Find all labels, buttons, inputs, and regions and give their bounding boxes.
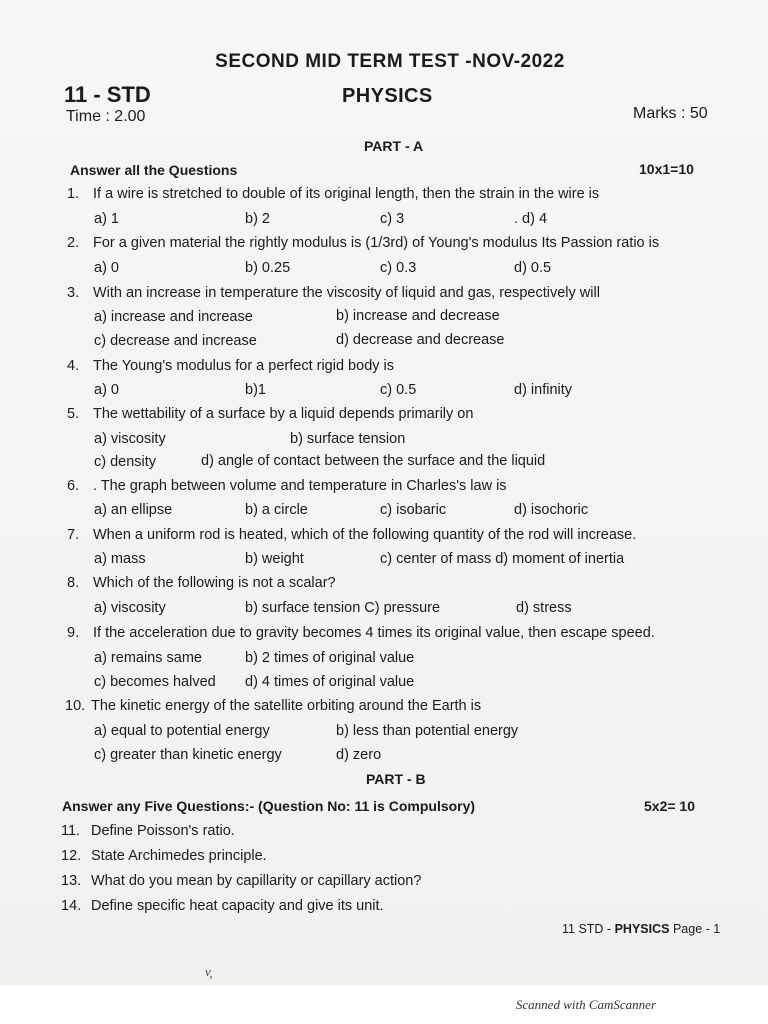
option: a) 0 bbox=[94, 260, 119, 276]
option: d) zero bbox=[336, 747, 382, 763]
option: d) infinity bbox=[514, 382, 573, 398]
exam-title: SECOND MID TERM TEST -NOV-2022 bbox=[215, 51, 565, 72]
option: b) surface tension C) pressure bbox=[245, 600, 441, 616]
footer-subject: PHYSICS bbox=[614, 922, 670, 936]
option: a) mass bbox=[94, 551, 146, 567]
option: a) increase and increase bbox=[94, 309, 253, 325]
question-8 bbox=[67, 575, 336, 591]
question-number: 12. bbox=[61, 848, 82, 864]
question-text: If the acceleration due to gravity becomes 4 times its original value, then escape speed. bbox=[93, 625, 655, 641]
option: b) weight bbox=[245, 551, 304, 567]
option: b) 2 times of original value bbox=[245, 650, 415, 666]
question-text: Define Poisson's ratio. bbox=[91, 823, 235, 839]
part-a-score: 10x1=10 bbox=[639, 161, 694, 177]
part-b-heading: PART - B bbox=[366, 771, 426, 787]
marks-label: Marks : 50 bbox=[633, 105, 708, 122]
question-12 bbox=[61, 848, 267, 864]
question-text: State Archimedes principle. bbox=[91, 848, 267, 864]
question-4 bbox=[67, 358, 394, 374]
page-footer bbox=[562, 922, 720, 936]
option: c) 0.3 bbox=[380, 260, 417, 276]
option: d) 0.5 bbox=[514, 260, 552, 276]
question-2 bbox=[67, 235, 659, 251]
question-number: 14. bbox=[61, 898, 82, 914]
class-label: 11 - STD bbox=[64, 82, 151, 107]
question-text: With an increase in temperature the viscosity of liquid and gas, respectively will bbox=[93, 285, 600, 301]
question-number: 13. bbox=[61, 873, 82, 889]
question-text: The Young's modulus for a perfect rigid body is bbox=[93, 358, 395, 374]
question-3 bbox=[67, 285, 600, 301]
question-number: 4. bbox=[67, 358, 80, 374]
option: c) density bbox=[94, 454, 157, 470]
option: b) less than potential energy bbox=[336, 723, 519, 739]
question-1 bbox=[67, 186, 599, 202]
question-14 bbox=[61, 898, 384, 914]
question-9 bbox=[67, 625, 655, 641]
question-7 bbox=[67, 527, 636, 543]
option: c) decrease and increase bbox=[94, 333, 257, 349]
option: a) 0 bbox=[94, 382, 119, 398]
subject-label: PHYSICS bbox=[342, 85, 433, 107]
question-11 bbox=[61, 823, 235, 839]
question-number: 11. bbox=[61, 823, 81, 839]
question-number: 7. bbox=[67, 527, 80, 543]
question-text: If a wire is stretched to double of its original length, then the strain in the wire is bbox=[93, 186, 600, 202]
question-number: 2. bbox=[67, 235, 80, 251]
option: d) decrease and decrease bbox=[336, 332, 505, 348]
option: a) viscosity bbox=[94, 600, 166, 616]
question-number: 8. bbox=[67, 575, 80, 591]
option: a) an ellipse bbox=[94, 502, 173, 518]
option: b) 2 bbox=[245, 211, 270, 227]
question-number: 3. bbox=[67, 285, 80, 301]
question-text: Which of the following is not a scalar? bbox=[93, 575, 336, 591]
question-text: Define specific heat capacity and give its unit. bbox=[91, 898, 384, 914]
option: d) stress bbox=[516, 600, 572, 616]
option: c) center of mass d) moment of inertia bbox=[380, 551, 625, 567]
question-10 bbox=[65, 698, 481, 714]
question-number: 9. bbox=[67, 625, 80, 641]
option: c) isobaric bbox=[380, 502, 447, 518]
question-number: 10. bbox=[65, 698, 86, 714]
option: d) isochoric bbox=[514, 502, 589, 518]
option: a) viscosity bbox=[94, 431, 166, 447]
option: b) surface tension bbox=[290, 431, 406, 447]
question-13 bbox=[61, 873, 421, 889]
option: a) 1 bbox=[94, 211, 119, 227]
question-number: 6. bbox=[67, 478, 80, 494]
option: c) 0.5 bbox=[380, 382, 417, 398]
footer-page: Page - 1 bbox=[672, 922, 721, 936]
scanner-watermark: Scanned with CamScanner bbox=[515, 997, 656, 1012]
option: c) becomes halved bbox=[94, 674, 216, 690]
part-a-instruction: Answer all the Questions bbox=[70, 162, 238, 178]
question-text: When a uniform rod is heated, which of the following quantity of the rod will increase. bbox=[93, 527, 637, 543]
question-number: 1. bbox=[67, 186, 80, 202]
question-text: . The graph between volume and temperature in Charles's law is bbox=[93, 478, 507, 494]
option: b) increase and decrease bbox=[336, 308, 500, 324]
option: d) angle of contact between the surface and the liquid bbox=[201, 453, 546, 469]
question-6 bbox=[67, 478, 507, 494]
question-text: What do you mean by capillarity or capillary action? bbox=[91, 873, 422, 889]
handwritten-mark: ν̧ bbox=[205, 964, 211, 979]
question-text: For a given material the rightly modulus is (1/3rd) of Young's modulus Its Passion ratio is bbox=[93, 235, 660, 251]
footer-std: 11 STD - bbox=[562, 922, 612, 936]
option: d) 4 times of original value bbox=[245, 674, 415, 690]
option: b) 0.25 bbox=[245, 260, 291, 276]
option: b) a circle bbox=[245, 502, 308, 518]
question-5 bbox=[67, 406, 473, 422]
part-a-heading: PART - A bbox=[364, 138, 424, 154]
option: a) remains same bbox=[94, 650, 202, 666]
part-b-instruction: Answer any Five Questions:- (Question No: 11 is Compulsory) bbox=[62, 798, 476, 814]
option: . d) 4 bbox=[514, 211, 548, 227]
question-text: The wettability of a surface by a liquid depends primarily on bbox=[93, 406, 474, 422]
question-text: The kinetic energy of the satellite orbiting around the Earth is bbox=[91, 698, 482, 714]
option: b)1 bbox=[245, 382, 266, 398]
time-label: Time : 2.00 bbox=[66, 108, 146, 125]
question-number: 5. bbox=[67, 406, 80, 422]
option: a) equal to potential energy bbox=[94, 723, 270, 739]
option: c) greater than kinetic energy bbox=[94, 747, 282, 763]
part-b-score: 5x2= 10 bbox=[644, 798, 695, 814]
option: c) 3 bbox=[380, 211, 405, 227]
